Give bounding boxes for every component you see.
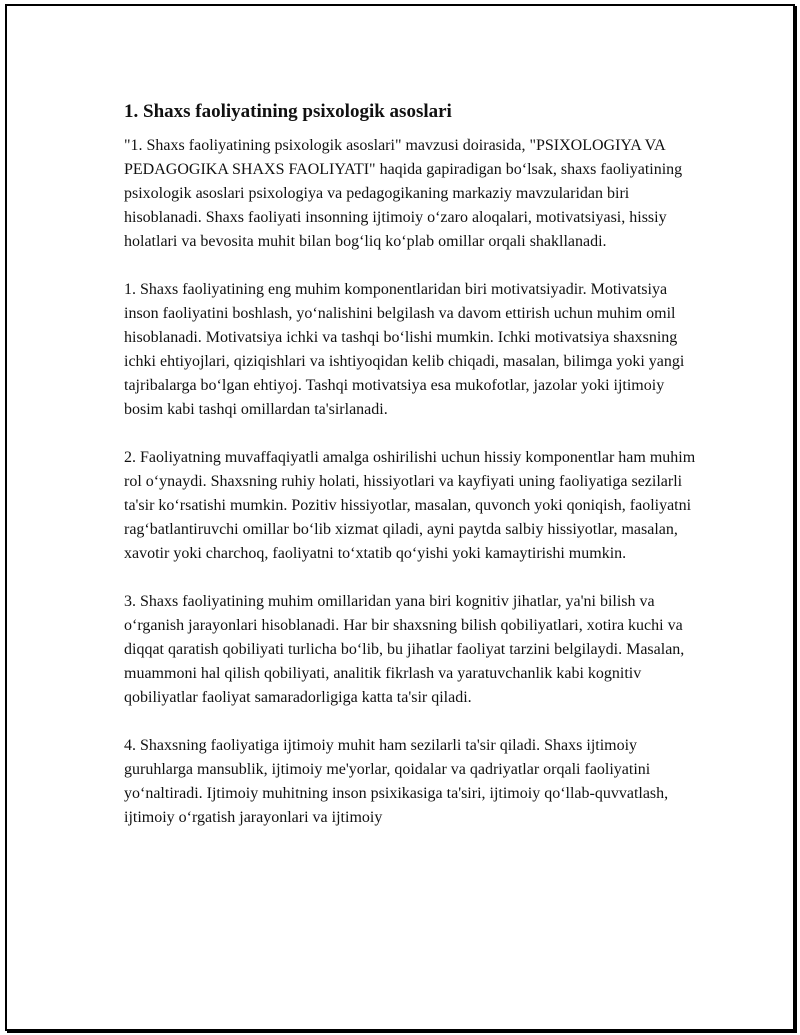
document-page [5,4,795,1031]
document-body [124,100,699,854]
paragraph-emotional: 2. Faoliyatning muvaffaqiyatli amalga oshirilishi uchun hissiy komponentlar ham muhim rol o‘ynaydi. Shaxsning ruhiy holati, hissiyotlari va kayfiyati uning faoliyatiga sezilarli ta'sir ko‘rsatishi mumkin. Pozitiv hissiyotlar, masalan, quvonch yoki qoniqish, faoliyatni rag‘batlantiruvchi omillar bo‘lib xizmat qiladi, ayni paytda salbiy hissiyotlar, masalan, xavotir yoki charchoq, faoliyatni to‘xtatib qo‘yishi yoki kamaytirishi mumkin. [124,449,696,562]
paragraph-social: 4. Shaxsning faoliyatiga ijtimoiy muhit ham sezilarli ta'sir qiladi. Shaxs ijtimoiy guruhlarga mansublik, ijtimoiy me'yorlar, qoidalar va qadriyatlar orqali faoliyatini yo‘naltiradi. Ijtimoiy muhitning inson psixikasiga ta'siri, ijtimoiy qo‘llab-quvvatlash, ijtimoiy o‘rgatish jarayonlari va ijtimoiy [124,737,669,826]
paragraph-motivation: 1. Shaxs faoliyatining eng muhim komponentlaridan biri motivatsiyadir. Motivatsiya inson faoliyatini boshlash, yo‘nalishini belgilash va davom ettirish uchun muhim omil hisoblanadi. Motivatsiya ichki va tashqi bo‘lishi mumkin. Ichki motivatsiya shaxsning ichki ehtiyojlari, qiziqishlari va ishtiyoqidan kelib chiqadi, masalan, bilimga yoki yangi tajribalarga bo‘lgan ehtiyoj. Tashqi motivatsiya esa mukofotlar, jazolar yoki ijtimoiy bosim kabi tashqi omillardan ta'sirlanadi. [124,281,685,418]
intro-paragraph: "1. Shaxs faoliyatining psixologik asoslari" mavzusi doirasida, "PSIXOLOGIYA VA PEDAGOGIKA SHAXS FAOLIYATI" haqida gapiradigan bo‘lsak, shaxs faoliyatining psixologik asoslari psixologiya va pedagogikaning markaziy mavzularidan biri hisoblanadi. Shaxs faoliyati insonning ijtimoiy o‘zaro aloqalari, motivatsiyasi, hissiy holatlari va bevosita muhit bilan bog‘liq ko‘plab omillar orqali shakllanadi. [124,137,683,250]
paragraph-cognitive: 3. Shaxs faoliyatining muhim omillaridan yana biri kognitiv jihatlar, ya'ni bilish va o‘rganish jarayonlari hisoblanadi. Har bir shaxsning bilish qobiliyatlari, xotira kuchi va diqqat qaratish qobiliyati turlicha bo‘lib, bu jihatlar faoliyat tarzini belgilaydi. Masalan, muammoni hal qilish qobiliyati, analitik fikrlash va yaratuvchanlik kabi kognitiv qobiliyatlar faoliyat samaradorligiga katta ta'sir qiladi. [124,593,685,706]
document-title: 1. Shaxs faoliyatining psixologik asoslari [124,101,452,122]
